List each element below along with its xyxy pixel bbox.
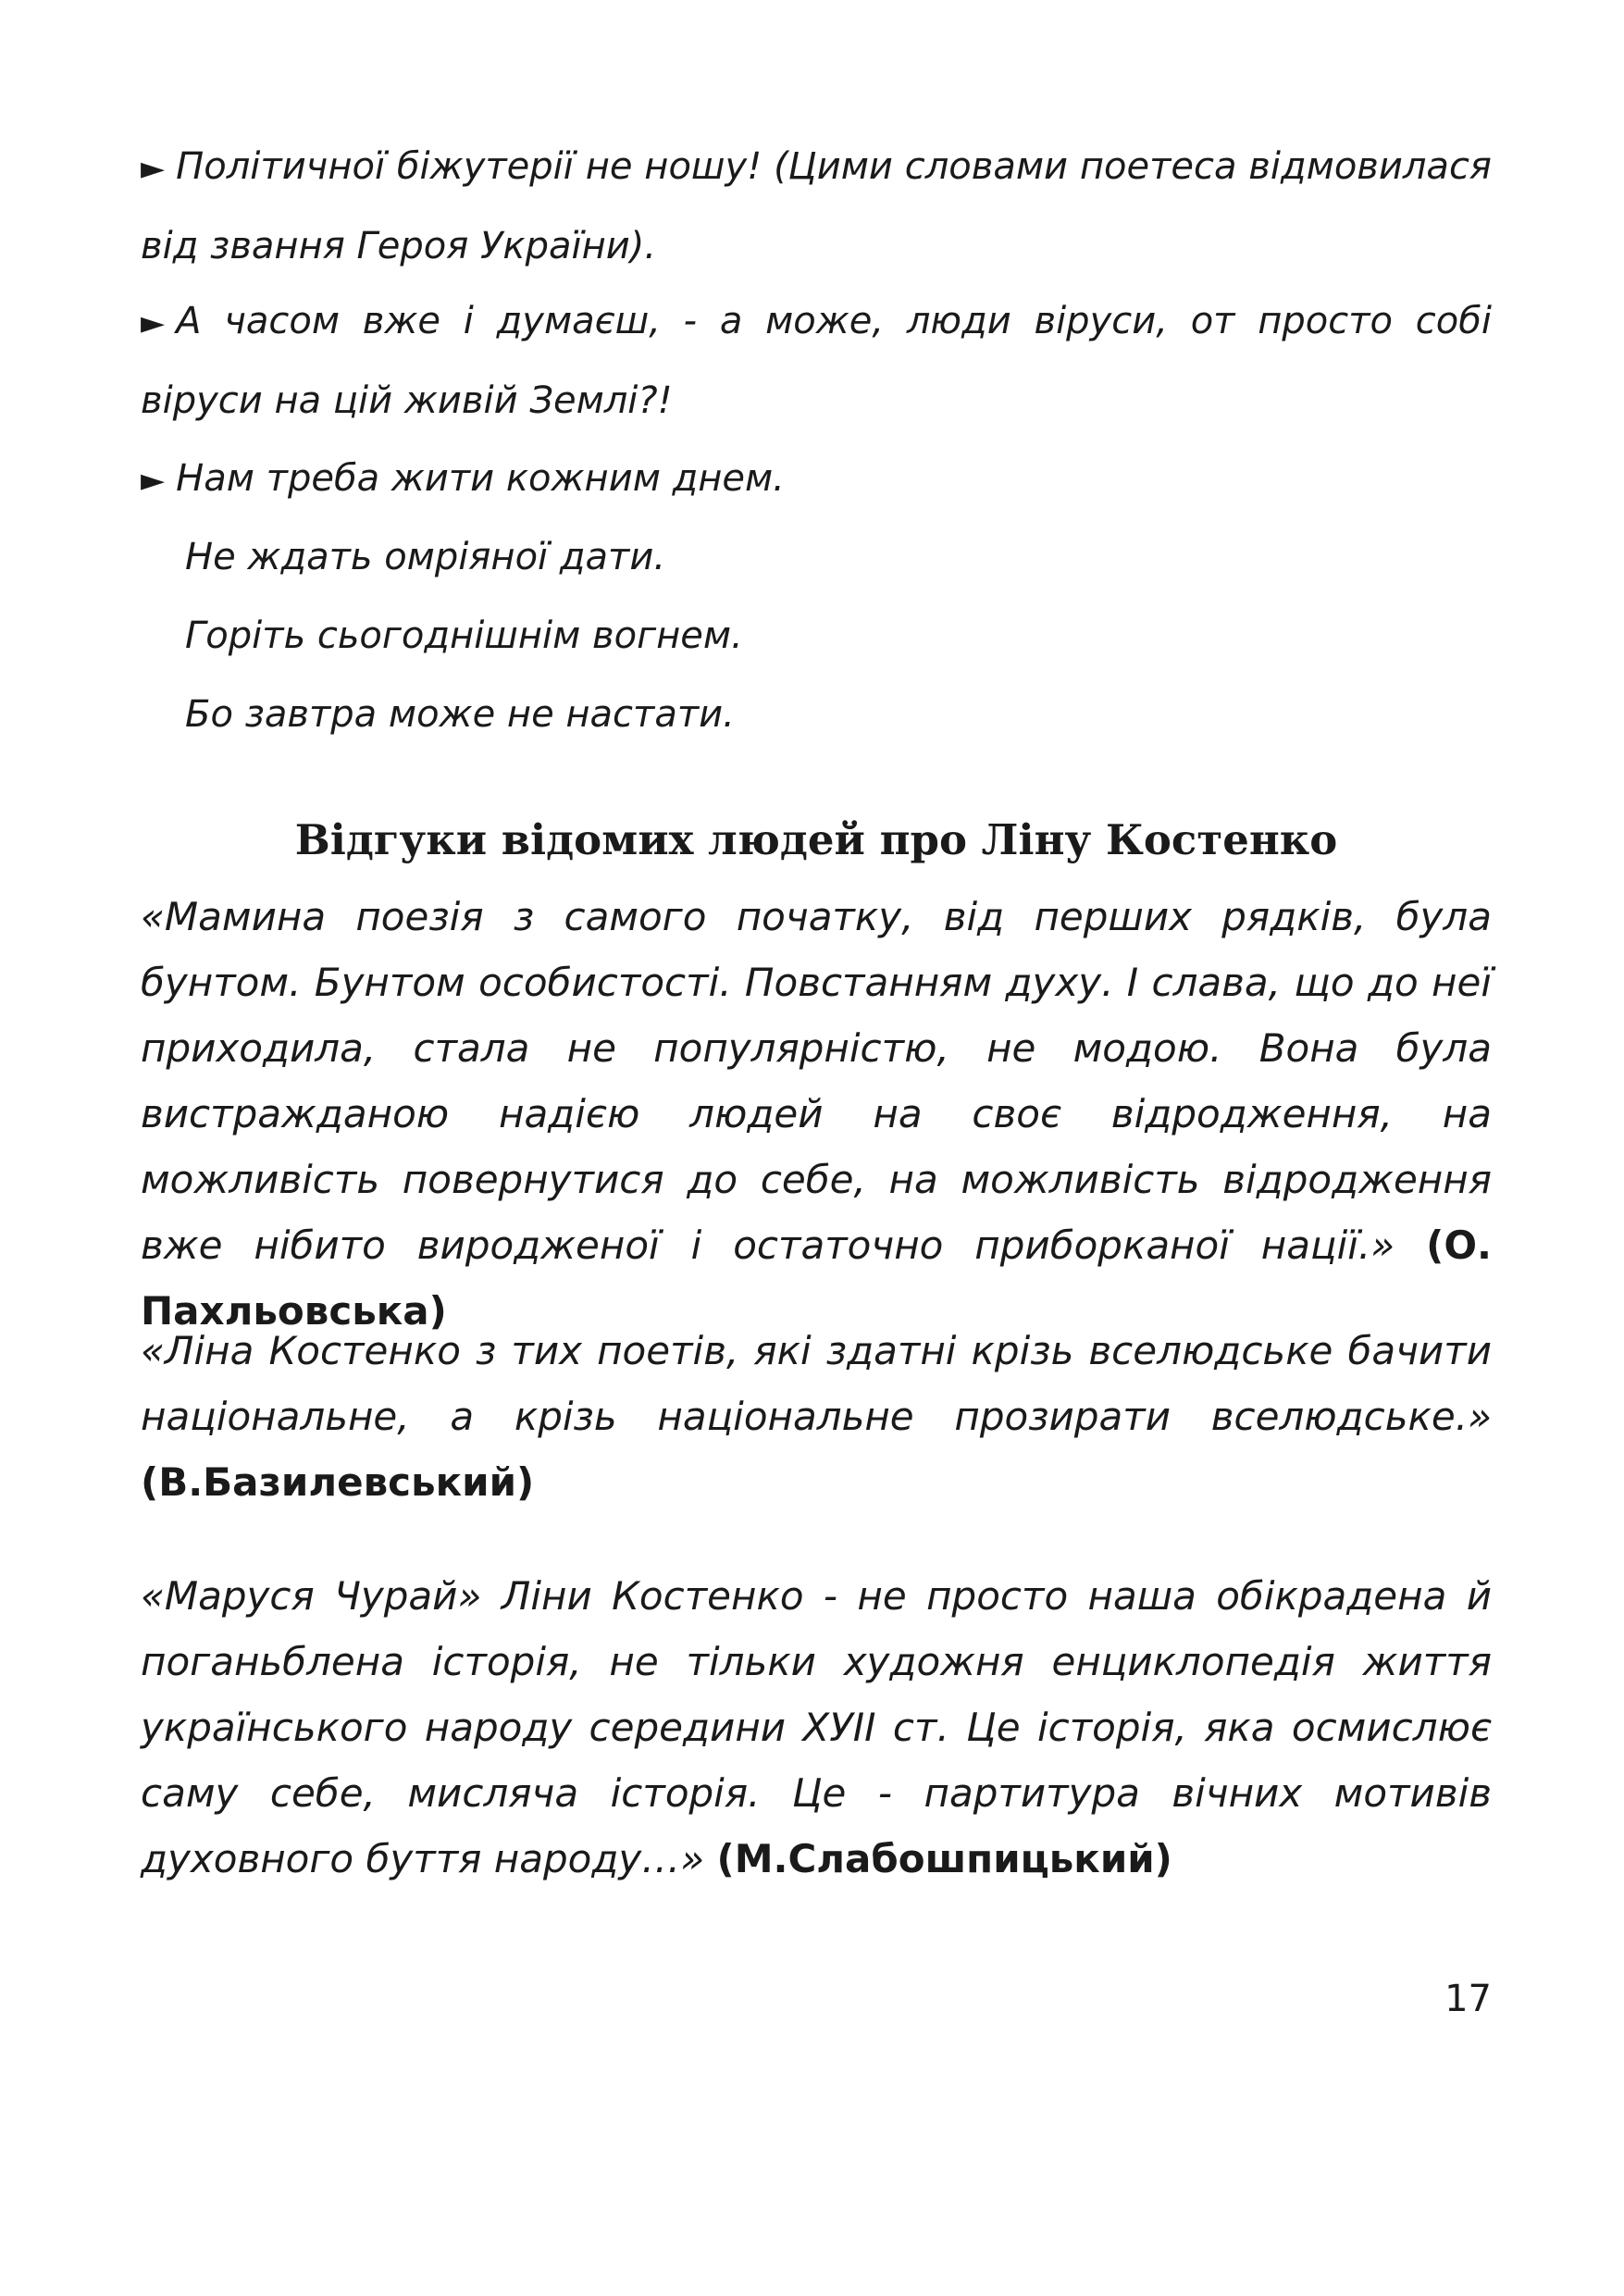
review-author: (М.Слабошпицький) bbox=[716, 1836, 1172, 1881]
quote-live-every-day bbox=[141, 440, 1492, 519]
page-number: 17 bbox=[1444, 1978, 1492, 2020]
quote-text: Нам треба жити кожним днем. bbox=[176, 457, 785, 500]
quote-text: Політичної біжутерії не ношу! (Цими словами поетеса відмовилася від звання Героя України). bbox=[141, 145, 1492, 267]
quote-viruses bbox=[141, 282, 1492, 440]
bullet-marker: ► bbox=[141, 150, 166, 187]
quote-text: А часом вже і думаєш, - а може, люди віруси, от просто собі віруси на цій живій Землі?! bbox=[141, 300, 1492, 422]
review-text: «Ліна Костенко з тих поетів, які здатні крізь вселюдське бачити національне, а крізь національне прозирати вселюдське.» bbox=[141, 1328, 1492, 1439]
bullet-marker: ► bbox=[141, 304, 166, 341]
review-paragraph bbox=[141, 1318, 1492, 1515]
section-heading: Відгуки відомих людей про Ліну Костенко bbox=[294, 815, 1338, 864]
review-text: «Маруся Чурай» Ліни Костенко - не просто наша обікрадена й поганьблена історія, не тільки художня енциклопедія життя українського народу середини ХУІІ ст. Це історія, яка осмислює саму себе, мисляча історія. Це - партитура вічних мотивів духовного буття народу…» bbox=[141, 1573, 1492, 1881]
verse-line: Бо завтра може не настати. bbox=[185, 693, 735, 736]
review-paragraph bbox=[141, 1563, 1492, 1892]
verse-line: Горіть сьогоднішнім вогнем. bbox=[185, 614, 743, 657]
quote-hero-refusal bbox=[141, 128, 1492, 285]
review-paragraph bbox=[141, 884, 1492, 1344]
verse-line: Не ждать омріяної дати. bbox=[185, 536, 666, 578]
review-author: (О. Пахльовська) bbox=[141, 1222, 1492, 1334]
review-author: (В.Базилевський) bbox=[141, 1459, 535, 1505]
review-text: «Мамина поезія з самого початку, від перших рядків, була бунтом. Бунтом особистості. Повстанням духу. І слава, що до неї приходила, стала не популярністю, не модою. Вона була вистражданою надією людей на своє відродження, на можливість повернутися до себе, на можливість відродження вже нібито виродженої і остаточно приборканої нації.» bbox=[141, 894, 1492, 1268]
bullet-marker: ► bbox=[141, 462, 166, 499]
